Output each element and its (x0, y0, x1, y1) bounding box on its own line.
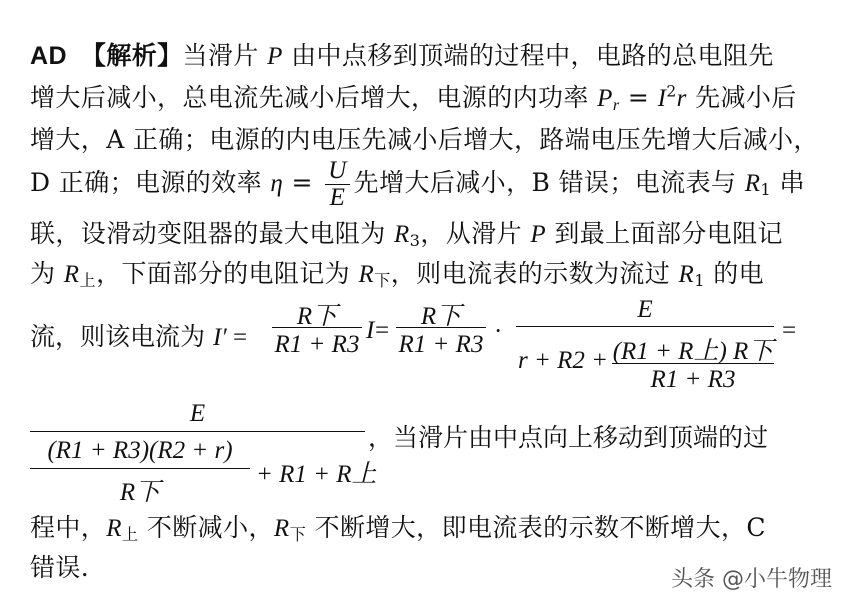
text: ，则电流表的示数为流过 (390, 259, 679, 288)
frac2-numerator: R下 (420, 303, 462, 330)
subscript-1: 1 (760, 180, 772, 200)
line-7-prefix (30, 317, 247, 353)
equals: = (375, 317, 390, 344)
text: ，当滑片由中点向上移动到顶端的过 (368, 423, 769, 452)
subscript-up: 上 (79, 271, 97, 291)
cont-inner-bar (30, 468, 250, 469)
var-r3: R (393, 221, 410, 248)
var-r-down: R (358, 261, 375, 288)
equals: = (619, 83, 658, 112)
equals: = (782, 317, 797, 344)
var-current: I (657, 85, 667, 112)
text: 增大，A 正确；电源的内电压先减小后增大，路端电压先增大后减小， (30, 125, 819, 154)
var-i: I (366, 317, 375, 344)
text: 先增大后减小，B 错误；电流表与 (353, 168, 745, 197)
big-frac-numerator: E (637, 296, 653, 323)
text: 串 (771, 168, 805, 197)
var-r-down: R (273, 515, 290, 542)
text: 为 (30, 259, 64, 288)
subscript-1: 1 (694, 271, 705, 291)
line-10 (30, 552, 89, 584)
big-frac-bar (516, 326, 774, 327)
var-r1: R (678, 261, 695, 288)
subscript-3: 3 (409, 231, 421, 251)
text: 程中， (30, 513, 107, 542)
line-4 (30, 158, 805, 211)
fraction-u-over-e (325, 158, 349, 211)
cont-inner-denominator: R下 (119, 479, 161, 506)
text: ，从滑片 (420, 219, 531, 248)
frac-denominator: E (325, 184, 349, 211)
var-p: P (267, 43, 283, 70)
line-9 (30, 512, 766, 545)
var-r: r (676, 85, 687, 112)
cont-tail: + R1 + R上 (256, 461, 377, 488)
frac1-numerator: R下 (296, 303, 338, 330)
equals: = (283, 168, 322, 197)
subscript-down: 下 (374, 271, 391, 291)
text: 联，设滑动变阻器的最大电阻为 (30, 219, 394, 248)
line-6 (30, 258, 764, 291)
inner-frac-numerator: (R1 + R上) R下 (612, 338, 774, 365)
line-1 (30, 40, 774, 73)
text: 流，则该电流为 (30, 322, 213, 351)
text: 不断减小， (138, 513, 274, 542)
inner-frac-bar (612, 363, 774, 364)
line-5 (30, 218, 783, 251)
var-r1: R (744, 170, 761, 197)
dot-operator: · (494, 318, 503, 345)
var-r-up: R (63, 261, 80, 288)
text: ，下面部分的电阻记为 (96, 259, 359, 288)
cont-inner-numerator: (R1 + R3)(R2 + r) (47, 437, 233, 464)
superscript-2: 2 (666, 82, 677, 101)
text: 由中点移到顶端的过程中，电路的总电阻先 (282, 41, 774, 70)
equals: = (226, 324, 248, 351)
big-frac-den-left: r + R2 + (518, 347, 608, 374)
text: 到最上面部分电阻记 (546, 219, 783, 248)
text: 错误. (30, 553, 90, 582)
text: 增大后减小，总电流先减小后增大，电源的内功率 (30, 83, 598, 112)
text: 当滑片 (182, 41, 268, 70)
inner-frac-denominator: R1 + R3 (650, 366, 736, 393)
var-eta: η (270, 170, 284, 197)
analysis-tag: 【解析】 (80, 41, 183, 70)
cont-frac-bar (30, 431, 365, 432)
frac1-denominator: R1 + R3 (274, 331, 360, 358)
answer-label: AD (30, 42, 67, 70)
var-p: P (530, 221, 546, 248)
text: D 正确；电源的效率 (30, 168, 271, 197)
frac1-bar (272, 327, 362, 328)
var-i-prime: I′ (212, 324, 227, 351)
subscript-down: 下 (289, 525, 307, 545)
subscript-up: 上 (121, 525, 139, 545)
text: 不断增大，即电流表的示数不断增大，C (306, 513, 766, 542)
var-power: P (597, 85, 613, 112)
frac2-denominator: R1 + R3 (398, 331, 484, 358)
line-2 (30, 82, 797, 115)
line-3 (30, 124, 819, 156)
text: 先减小后 (686, 83, 797, 112)
frac2-bar (396, 327, 486, 328)
subscript-r: r (612, 96, 620, 115)
frac-numerator: U (328, 157, 347, 184)
watermark: 头条 @小牛物理 (671, 567, 832, 592)
text: 的电 (704, 259, 765, 288)
var-r-up: R (106, 515, 122, 542)
cont-frac-numerator: E (189, 400, 206, 427)
